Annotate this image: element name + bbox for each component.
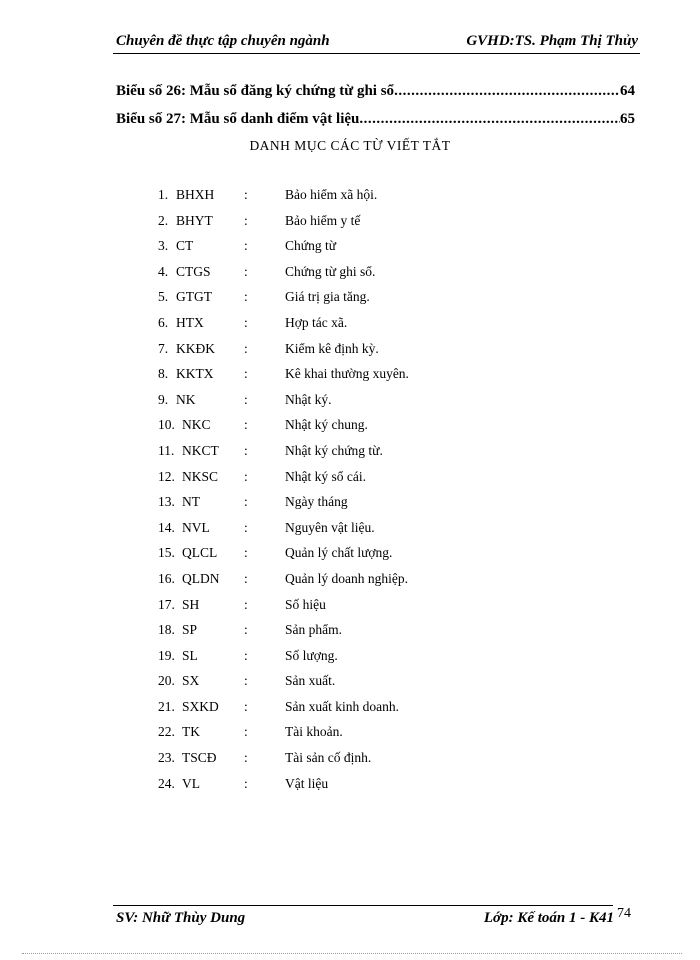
page-number: 74 — [617, 906, 631, 921]
abbreviation-row — [158, 443, 558, 469]
toc-entry — [116, 111, 635, 128]
abbreviation-code: NKCT — [182, 442, 219, 458]
abbreviation-meaning: Nhật ký. — [285, 391, 332, 407]
abbreviation-number: 21. — [158, 698, 175, 714]
abbreviation-meaning: Vật liệu — [285, 775, 329, 791]
abbreviation-separator: : — [244, 314, 248, 330]
abbreviation-row — [158, 213, 558, 239]
abbreviation-separator: : — [244, 724, 248, 740]
abbreviation-code: TK — [182, 724, 200, 740]
abbreviation-row — [158, 494, 558, 520]
abbreviation-number: 2. — [158, 212, 169, 228]
abbreviation-separator: : — [244, 494, 248, 510]
abbreviation-meaning: Chứng từ — [285, 238, 337, 254]
abbreviation-meaning: Nhật ký chứng từ. — [285, 442, 383, 458]
abbreviation-meaning: Số lượng. — [285, 647, 338, 663]
abbreviation-row — [158, 699, 558, 725]
abbreviation-number: 20. — [158, 673, 175, 689]
footer-student-name: SV: Nhữ Thùy Dung — [116, 910, 246, 926]
abbreviation-meaning: Giá trị gia tăng. — [285, 289, 370, 305]
abbreviation-number: 3. — [158, 238, 169, 254]
abbreviation-row — [158, 289, 558, 315]
abbreviation-code: CTGS — [176, 263, 211, 279]
toc-entry — [116, 83, 635, 100]
toc-entry-label: Biểu số 27: Mẫu sổ danh điểm vật liệu — [116, 111, 360, 127]
abbreviation-number: 7. — [158, 340, 169, 356]
abbreviation-row — [158, 724, 558, 750]
abbreviation-row — [158, 417, 558, 443]
header-supervisor: GVHD:TS. Phạm Thị Thủy — [466, 33, 638, 49]
abbreviation-row — [158, 469, 558, 495]
header-course-title: Chuyên đề thực tập chuyên ngành — [116, 33, 330, 49]
abbreviation-code: BHYT — [176, 212, 213, 228]
abbreviation-meaning: Tài sản cố định. — [285, 750, 372, 766]
abbreviation-number: 11. — [158, 442, 175, 458]
abbreviation-row — [158, 571, 558, 597]
abbreviation-row — [158, 622, 558, 648]
abbreviation-code: SH — [182, 596, 200, 612]
abbreviation-code: SX — [182, 673, 200, 689]
abbreviation-code: GTGT — [176, 289, 212, 305]
abbreviation-separator: : — [244, 238, 248, 254]
abbreviation-code: NKC — [182, 417, 211, 433]
abbreviation-row — [158, 264, 558, 290]
abbreviation-separator: : — [244, 622, 248, 638]
toc-leader-dots — [394, 83, 620, 100]
abbreviation-separator: : — [244, 673, 248, 689]
abbreviation-code: QLDN — [182, 570, 220, 586]
page-header — [116, 33, 638, 53]
abbreviation-separator: : — [244, 698, 248, 714]
abbreviation-row — [158, 392, 558, 418]
abbreviation-number: 13. — [158, 494, 175, 510]
abbreviation-separator: : — [244, 545, 248, 561]
abbreviation-code: HTX — [176, 314, 204, 330]
abbreviation-code: NK — [176, 391, 196, 407]
abbreviation-code: QLCL — [182, 545, 218, 561]
abbreviation-number: 10. — [158, 417, 175, 433]
toc-leader-dots — [359, 111, 620, 128]
header-divider — [113, 53, 640, 54]
abbreviation-code: VL — [182, 775, 200, 791]
abbreviation-separator: : — [244, 519, 248, 535]
abbreviation-separator: : — [244, 775, 248, 791]
abbreviation-row — [158, 776, 558, 802]
abbreviation-row — [158, 597, 558, 623]
abbreviation-row — [158, 366, 558, 392]
abbreviation-number: 1. — [158, 187, 169, 202]
abbreviation-meaning: Số hiệu — [285, 596, 326, 612]
abbreviation-separator: : — [244, 442, 248, 458]
abbreviation-meaning: Quản lý chất lượng. — [285, 545, 393, 561]
toc-entry-page: 65 — [620, 111, 635, 127]
abbreviation-code: SXKD — [182, 698, 219, 714]
abbreviation-number: 12. — [158, 468, 175, 484]
abbreviation-separator: : — [244, 289, 248, 305]
abbreviation-number: 15. — [158, 545, 175, 561]
abbreviation-separator: : — [244, 596, 248, 612]
abbreviation-row — [158, 187, 558, 213]
abbreviation-separator: : — [244, 417, 248, 433]
abbreviation-meaning: Nguyên vật liệu. — [285, 519, 375, 535]
abbreviation-separator: : — [244, 391, 248, 407]
abbreviation-meaning: Kiểm kê định kỳ. — [285, 340, 379, 356]
abbreviation-meaning: Kê khai thường xuyên. — [285, 366, 409, 382]
abbreviation-separator: : — [244, 647, 248, 663]
abbreviation-code: SL — [182, 647, 198, 663]
abbreviation-separator: : — [244, 187, 248, 202]
abbreviation-separator: : — [244, 750, 248, 766]
abbreviation-number: 23. — [158, 750, 175, 766]
abbreviation-separator: : — [244, 212, 248, 228]
footer-class: Lớp: Kế toán 1 - K41 — [483, 910, 614, 926]
abbreviation-code: TSCĐ — [182, 750, 217, 766]
abbreviation-number: 19. — [158, 647, 175, 663]
toc-entry-page: 64 — [620, 83, 635, 99]
abbreviation-number: 16. — [158, 570, 175, 586]
abbreviation-meaning: Nhật ký chung. — [285, 417, 368, 433]
abbreviation-row — [158, 750, 558, 776]
abbreviation-number: 18. — [158, 622, 175, 638]
abbreviations-list — [158, 187, 558, 801]
abbreviation-number: 17. — [158, 596, 175, 612]
abbreviation-number: 5. — [158, 289, 169, 305]
abbreviation-row — [158, 545, 558, 571]
abbreviation-meaning: Tài khoản. — [285, 724, 343, 740]
abbreviation-number: 24. — [158, 775, 175, 791]
abbreviation-meaning: Ngày tháng — [285, 494, 348, 510]
abbreviation-meaning: Sản phẩm. — [285, 622, 342, 638]
page-footer — [116, 910, 614, 930]
abbreviation-separator: : — [244, 366, 248, 382]
abbreviation-code: KKTX — [176, 366, 214, 382]
abbreviation-code: NT — [182, 494, 200, 510]
abbreviation-row — [158, 341, 558, 367]
abbreviation-meaning: Bảo hiểm xã hội. — [285, 187, 378, 202]
page-bottom-border — [22, 953, 682, 954]
abbreviation-code: NVL — [182, 519, 210, 535]
abbreviation-number: 4. — [158, 263, 169, 279]
abbreviation-separator: : — [244, 340, 248, 356]
abbreviation-meaning: Bảo hiểm y tế — [285, 212, 361, 228]
abbreviation-number: 14. — [158, 519, 175, 535]
abbreviation-row — [158, 673, 558, 699]
abbreviation-separator: : — [244, 570, 248, 586]
abbreviation-code: NKSC — [182, 468, 219, 484]
abbreviation-code: KKĐK — [176, 340, 215, 356]
footer-divider — [113, 905, 613, 906]
abbreviation-number: 22. — [158, 724, 175, 740]
abbreviation-meaning: Nhật ký sổ cái. — [285, 468, 366, 484]
abbreviation-separator: : — [244, 263, 248, 279]
toc-entry-label: Biểu số 26: Mẫu sổ đăng ký chứng từ ghi sổ — [116, 83, 395, 99]
abbreviation-code: BHXH — [176, 187, 215, 202]
abbreviation-code: SP — [182, 622, 198, 638]
abbreviation-number: 9. — [158, 391, 169, 407]
abbreviation-number: 8. — [158, 366, 169, 382]
abbreviation-row — [158, 648, 558, 674]
abbreviation-meaning: Hợp tác xã. — [285, 314, 348, 330]
abbreviation-row — [158, 238, 558, 264]
abbreviation-separator: : — [244, 468, 248, 484]
abbreviation-meaning: Chứng từ ghi sổ. — [285, 263, 376, 279]
abbreviation-row — [158, 315, 558, 341]
abbreviation-number: 6. — [158, 314, 169, 330]
abbreviation-row — [158, 520, 558, 546]
abbreviation-code: CT — [176, 238, 194, 254]
abbreviations-title: DANH MỤC CÁC TỪ VIẾT TẮT — [249, 138, 451, 153]
abbreviation-meaning: Quản lý doanh nghiệp. — [285, 570, 408, 586]
abbreviation-meaning: Sản xuất kinh doanh. — [285, 698, 399, 714]
abbreviation-meaning: Sản xuất. — [285, 673, 336, 689]
